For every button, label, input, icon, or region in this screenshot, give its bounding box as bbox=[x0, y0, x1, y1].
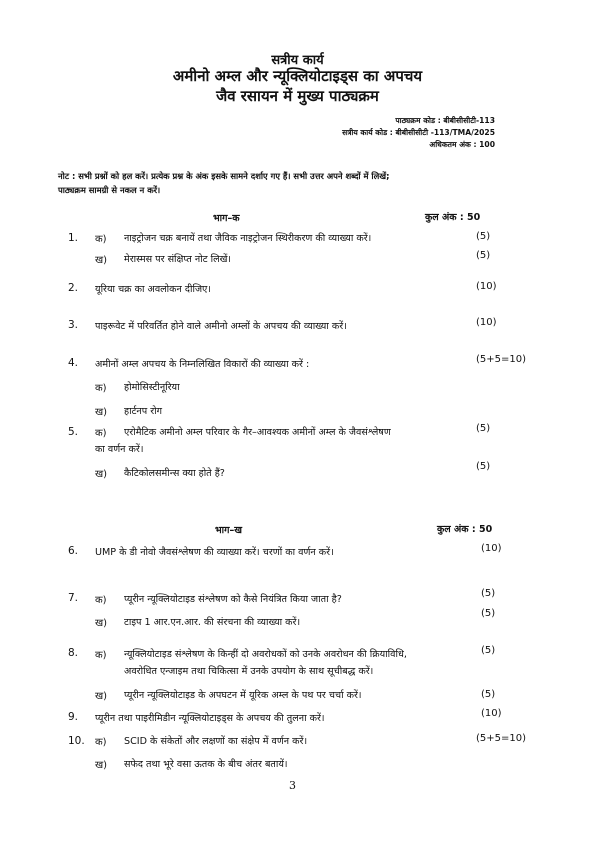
marks: (5) bbox=[476, 423, 491, 434]
marks: (10) bbox=[476, 281, 497, 292]
question-text: यूरिया चक्र का अवलोकन दीजिए। bbox=[95, 284, 212, 295]
section-a-total-marks: कुल अंक : 50 bbox=[425, 212, 481, 223]
option-label: ख) bbox=[95, 691, 108, 702]
section-b-total-marks: कुल अंक : 50 bbox=[437, 524, 493, 535]
question-text: हार्टनप रोग bbox=[124, 406, 163, 417]
question-text: नाइट्रोजन चक्र बनायें तथा जैविक नाइट्रोजन स्थिरीकरण की व्याख्या करें। bbox=[124, 233, 372, 244]
marks: (5) bbox=[476, 461, 491, 472]
question-text: मेरास्मस पर संक्षिप्त नोट लिखें। bbox=[124, 254, 232, 265]
option-label: ख) bbox=[95, 407, 108, 418]
question-text: टाइप 1 आर.एन.आर. की संरचना की व्याख्या करें। bbox=[124, 617, 301, 628]
section-b-title: भाग–ख bbox=[215, 525, 243, 536]
question-text: प्यूरीन तथा पाइरीमिडीन न्यूक्लियोटाइड्स के अपचय की तुलना करें। bbox=[95, 713, 325, 724]
note-line-2: पाठ्यक्रम सामग्री से नकल न करें। bbox=[58, 185, 161, 195]
doc-subtitle: जैव रसायन में मुख्य पाठ्यक्रम bbox=[216, 87, 379, 105]
page-number: 3 bbox=[289, 779, 296, 792]
option-label: क) bbox=[95, 428, 107, 439]
question-number: 5. bbox=[68, 426, 79, 438]
question-text: UMP के डी नोवो जैवसंश्लेषण की व्याख्या करें। चरणों का वर्णन करें। bbox=[95, 547, 334, 558]
question-number: 8. bbox=[68, 647, 79, 659]
question-text: अमीनों अम्ल अपचय के निम्नलिखित विकारों की व्याख्या करें : bbox=[95, 359, 310, 370]
option-label: क) bbox=[95, 595, 107, 606]
option-label: ख) bbox=[95, 469, 108, 480]
course-code: पाठ्यक्रम कोड : बीबीसीसीटी-113 bbox=[395, 116, 495, 125]
doc-title: अमीनो अम्ल और न्यूक्लियोटाइड्स का अपचय bbox=[172, 67, 423, 85]
marks: (5) bbox=[481, 608, 496, 619]
marks: (5) bbox=[481, 645, 496, 656]
marks: (5) bbox=[481, 588, 496, 599]
question-text: एरोमैटिक अमीनो अम्ल परिवार के गैर–आवश्यक अमीनों अम्ल के जैवसंश्लेषण bbox=[124, 427, 391, 438]
question-number: 4. bbox=[68, 357, 79, 369]
marks: (10) bbox=[481, 543, 502, 554]
note-line-1: नोट : सभी प्रश्नों को हल करें। प्रत्येक प्रश्न के अंक इसके सामने दर्शाए गए हैं। सभी उत्तर अपने शब्दों में लिखें; bbox=[58, 171, 390, 181]
option-label: क) bbox=[95, 650, 107, 661]
section-a-title: भाग–क bbox=[213, 213, 240, 224]
question-number: 10. bbox=[68, 735, 85, 747]
option-label: ख) bbox=[95, 618, 108, 629]
question-text: न्यूक्लियोटाइड संश्लेषण के किन्हीं दो अवरोधकों को उनके अवरोधन की क्रियाविधि, bbox=[124, 649, 407, 660]
question-text: प्यूरीन न्यूक्लियोटाइड के अपघटन में यूरिक अम्ल के पथ पर चर्चा करें। bbox=[124, 690, 362, 701]
option-label: क) bbox=[95, 234, 107, 245]
question-text-continued: का वर्णन करें। bbox=[95, 444, 144, 455]
marks: (10) bbox=[476, 317, 497, 328]
question-number: 7. bbox=[68, 592, 79, 604]
question-number: 6. bbox=[68, 545, 79, 557]
option-label: क) bbox=[95, 383, 107, 394]
doc-heading-assignment: सत्रीय कार्य bbox=[271, 53, 324, 68]
option-label: क) bbox=[95, 737, 107, 748]
question-number: 9. bbox=[68, 711, 79, 723]
marks: (5) bbox=[481, 689, 496, 700]
question-text-continued: अवरोधित एन्जाइम तथा चिकित्सा में उनके उपयोग के साथ सूचीबद्ध करें। bbox=[124, 666, 374, 677]
question-number: 2. bbox=[68, 282, 79, 294]
question-text: पाइरूवेट में परिवर्तित होने वाले अमीनो अम्लों के अपचय की व्याख्या करें। bbox=[95, 321, 347, 332]
marks: (5) bbox=[476, 250, 491, 261]
question-text: कैटिकोलसमीन्स क्या होते हैं? bbox=[124, 468, 225, 479]
marks: (5+5=10) bbox=[476, 733, 527, 744]
question-number: 1. bbox=[68, 232, 79, 244]
marks: (10) bbox=[481, 708, 502, 719]
max-marks: अधिकतम अंक : 100 bbox=[429, 140, 495, 149]
question-number: 3. bbox=[68, 319, 79, 331]
marks: (5+5=10) bbox=[476, 354, 527, 365]
question-text: होमोसिस्टीनूरिया bbox=[124, 382, 180, 393]
marks: (5) bbox=[476, 231, 491, 242]
option-label: ख) bbox=[95, 760, 108, 771]
question-text: प्यूरीन न्यूक्लियोटाइड संश्लेषण को कैसे नियंत्रित किया जाता है? bbox=[124, 594, 342, 605]
question-text: सफेद तथा भूरे वसा ऊतक के बीच अंतर बतायें। bbox=[124, 759, 288, 770]
option-label: ख) bbox=[95, 255, 108, 266]
question-text: SCID के संकेतों और लक्षणों का संक्षेप में वर्णन करें। bbox=[124, 736, 308, 747]
assignment-code: सत्रीय कार्य कोड : बीबीसीसीटी -113/TMA/2025 bbox=[342, 128, 495, 137]
